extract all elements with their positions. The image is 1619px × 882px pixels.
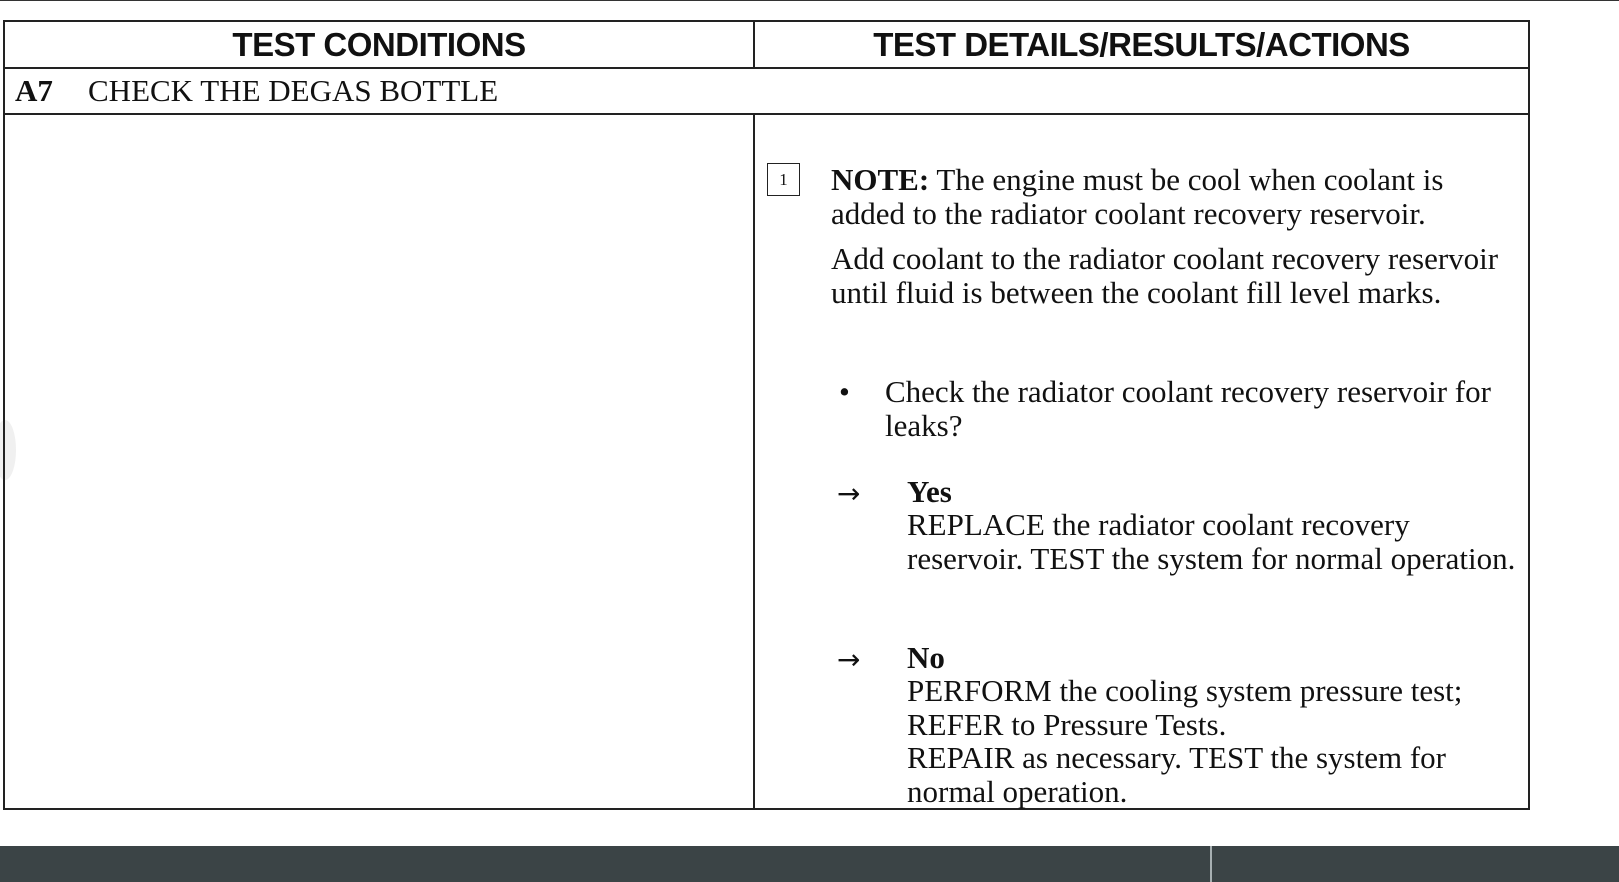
no-action <box>907 674 1527 808</box>
note-paragraph <box>831 163 1521 230</box>
no-action-line1: PERFORM the cooling system pressure test; REFER to Pressure Tests. <box>907 673 1463 742</box>
note-label: NOTE: <box>831 162 930 197</box>
note-text: The engine must be cool when coolant is added to the radiator coolant recovery reservoir. <box>831 162 1444 231</box>
arrow-right-icon: → <box>837 477 861 510</box>
question-text: Check the radiator coolant recovery reservoir for leaks? <box>885 374 1491 443</box>
toolbar-divider <box>1210 846 1212 882</box>
yes-label: Yes <box>907 474 952 509</box>
yes-action: REPLACE the radiator coolant recovery reservoir. TEST the system for normal operation. <box>907 507 1516 576</box>
top-rule <box>0 0 1619 1</box>
bullet-icon: • <box>839 374 850 409</box>
section-title: CHECK THE DEGAS BOTTLE <box>88 73 499 108</box>
test-details-cell <box>755 115 1528 808</box>
test-conditions-cell <box>5 115 755 808</box>
header-test-conditions: TEST CONDITIONS <box>5 22 755 67</box>
header-test-details: TEST DETAILS/RESULTS/ACTIONS <box>873 26 1410 63</box>
arrow-right-icon: → <box>837 643 861 676</box>
no-label: No <box>907 640 945 675</box>
section-code: A7 <box>15 73 53 108</box>
section-row <box>5 69 1528 115</box>
bottom-toolbar <box>0 846 1619 882</box>
no-action-line2: REPAIR as necessary. TEST the system for normal operation. <box>907 740 1447 809</box>
instruction-paragraph: Add coolant to the radiator coolant recovery reservoir until fluid is between the coolant fill level marks. <box>831 241 1499 310</box>
test-table <box>3 20 1530 810</box>
table-header <box>5 22 1528 69</box>
step-number-box: 1 <box>767 163 800 196</box>
